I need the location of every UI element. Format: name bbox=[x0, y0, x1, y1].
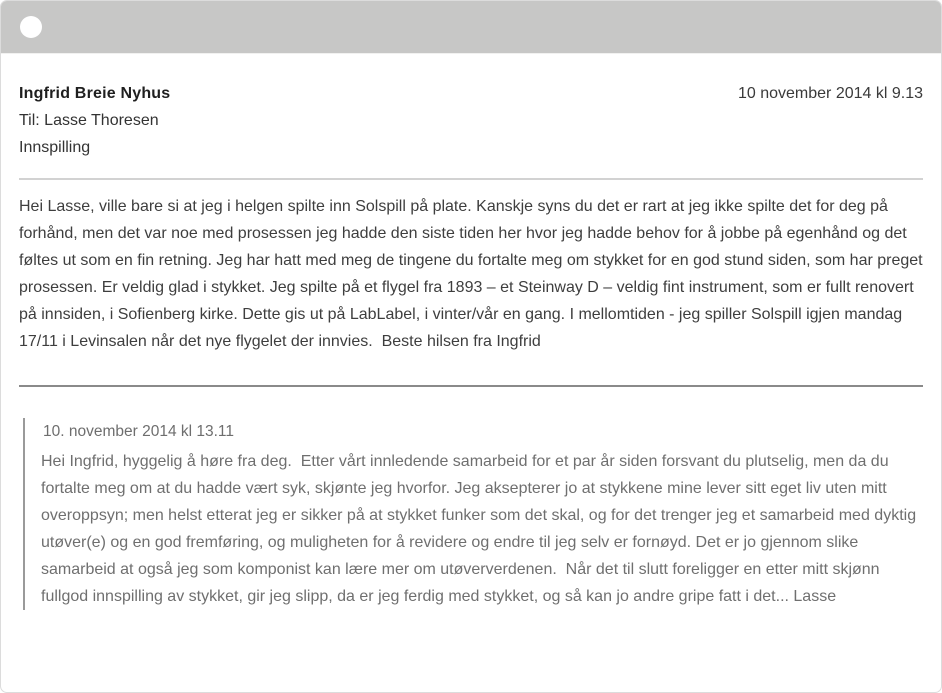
quoted-reply-body: Hei Ingfrid, hyggelig å høre fra deg. Etter vårt innledende samarbeid for et par år siden forsvant du plutselig, men da du fortalte meg om at du hadde vært syk, skjønte jeg hvorfor. Jeg aksepterer jo at stykkene mine lever sitt eget liv uten mitt overoppsyn; men helst etterat jeg er sikker på at stykket funker som det skal, og for det trenger jeg et samarbeid med dyktig utøver(e) og en god fremføring, og muligheten for å revidere og endre til jeg selv er fornøyd. Det er jo gjennom slike samarbeid at også jeg som komponist kan lære mer om utøververdenen. Når det til slutt foreligger en etter mitt skjønn fullgod innspilling av stykket, gir jeg slipp, da er jeg ferdig med stykket, og så kan jo andre gripe fatt i det... Lasse bbox=[41, 453, 921, 605]
reply-divider bbox=[19, 385, 923, 387]
recipient-line: Til: Lasse Thoresen bbox=[19, 112, 159, 129]
window-control-circle-icon[interactable] bbox=[20, 16, 42, 38]
subject-line: Innspilling bbox=[19, 139, 91, 156]
header-divider bbox=[19, 178, 923, 180]
email-header bbox=[19, 54, 923, 161]
quoted-reply-block bbox=[23, 418, 923, 610]
message-body: Hei Lasse, ville bare si at jeg i helgen spilte inn Solspill på plate. Kanskje syns du det er rart at jeg ikke spilte det for deg på forhånd, men det var noe med prosessen jeg hadde den siste tiden her hvor jeg hadde behov for å jobbe på egenhånd og det føltes ut som en fin retning. Jeg har hatt med meg de tingene du fortalte meg om stykket for en god stund siden, som har preget prosessen. Er veldig glad i stykket. Jeg spilte på et flygel fra 1893 – et Steinway D – veldig fint instrument, som er fullt renovert på innsiden, i Sofienberg kirke. Dette gis ut på LabLabel, i vinter/vår en gang. I mellomtiden - jeg spiller Solspill igjen mandag 17/11 i Levinsalen når det nye flygelet der innvies. Beste hilsen fra Ingfrid bbox=[19, 198, 928, 350]
quoted-reply-date: 10. november 2014 kl 13.11 bbox=[43, 423, 235, 440]
sender-name: Ingfrid Breie Nyhus bbox=[19, 85, 171, 102]
titlebar bbox=[1, 1, 941, 54]
email-header-top-row bbox=[19, 80, 923, 107]
message-date: 10 november 2014 kl 9.13 bbox=[737, 85, 923, 102]
email-content bbox=[1, 54, 941, 610]
